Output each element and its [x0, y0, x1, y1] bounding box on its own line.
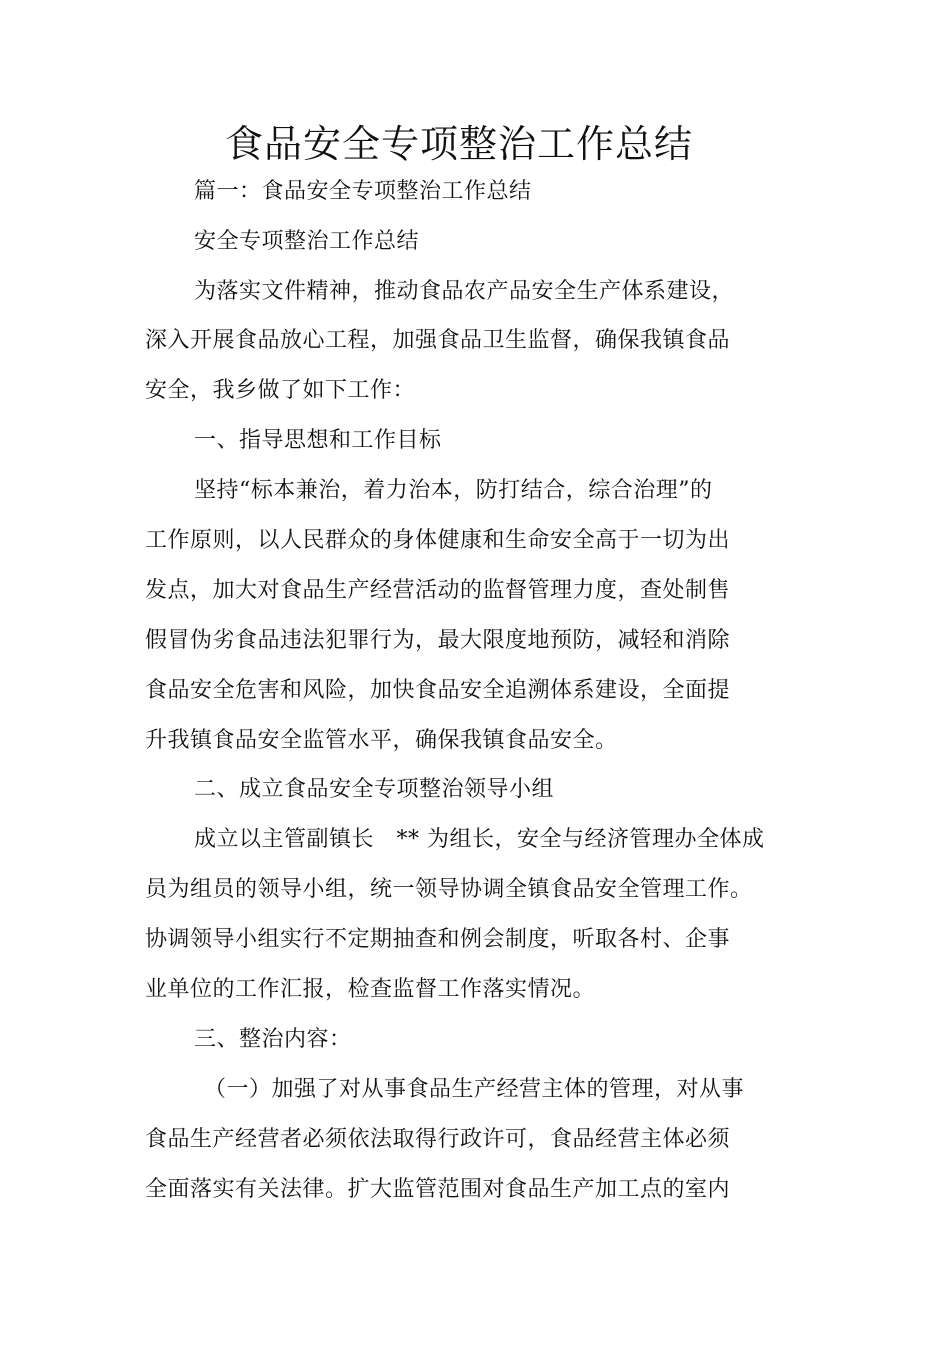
text-line: 假冒伪劣食品违法犯罪行为，最大限度地预防，减轻和消除	[145, 628, 731, 653]
text-line: 深入开展食品放心工程，加强食品卫生监督，确保我镇食品	[145, 328, 731, 353]
text-line: 为落实文件精神，推动食品农产品安全生产体系建设，	[194, 279, 735, 304]
text-line: 全面落实有关法律。扩大监管范围对食品生产加工点的室内	[145, 1177, 731, 1202]
text-line: 篇一：食品安全专项整治工作总结	[194, 179, 532, 204]
text-line: 食品安全危害和风险，加快食品安全追溯体系建设，全面提	[145, 678, 731, 703]
text-line: 升我镇食品安全监管水平，确保我镇食品安全。	[145, 728, 618, 753]
text-line: 工作原则，以人民群众的身体健康和生命安全高于一切为出	[145, 528, 731, 553]
text-line: 坚持“标本兼治，着力治本，防打结合，综合治理”的	[194, 478, 713, 503]
text-line: 安全专项整治工作总结	[194, 229, 420, 254]
text-line: 发点，加大对食品生产经营活动的监督管理力度，查处制售	[145, 578, 731, 603]
section-heading: 二、成立食品安全专项整治领导小组	[194, 777, 555, 802]
text-line: 安全，我乡做了如下工作：	[145, 378, 416, 403]
section-heading: 三、整治内容：	[194, 1027, 352, 1052]
text-line: 成立以主管副镇长 ** 为组长，安全与经济管理办全体成	[194, 827, 765, 852]
text-line: 协调领导小组实行不定期抽查和例会制度，听取各村、企事	[145, 927, 731, 952]
text-line: （一）加强了对从事食品生产经营主体的管理，对从事	[204, 1077, 745, 1102]
document-title: 食品安全专项整治工作总结	[224, 122, 693, 166]
section-heading: 一、指导思想和工作目标	[194, 428, 442, 453]
text-line: 员为组员的领导小组，统一领导协调全镇食品安全管理工作。	[145, 877, 753, 902]
text-line: 食品生产经营者必须依法取得行政许可，食品经营主体必须	[145, 1127, 731, 1152]
text-line: 业单位的工作汇报，检查监督工作落实情况。	[145, 977, 596, 1002]
